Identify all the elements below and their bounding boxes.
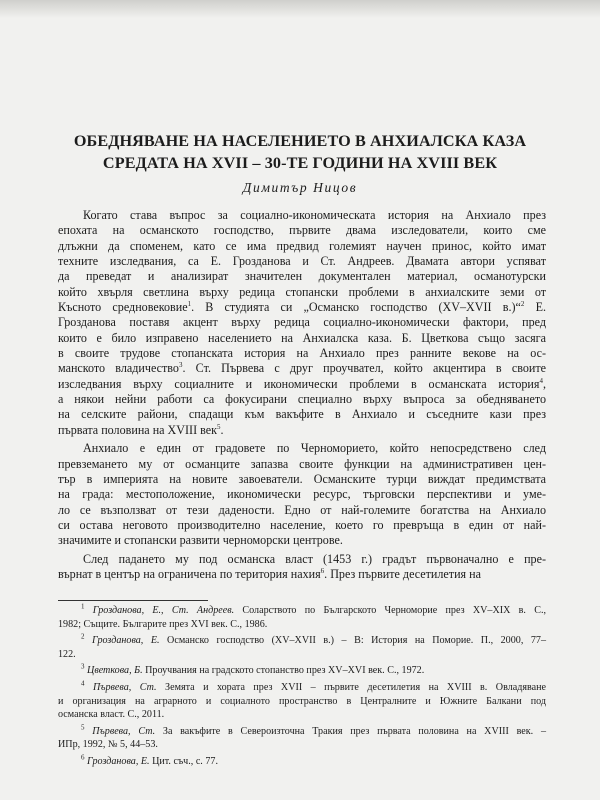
footnote-text: 122. — [58, 648, 76, 660]
footnote-ref: 1 — [81, 602, 85, 611]
footnote-text: Проучвания на градското стопанство през XV–XVI век. С., 1972. — [142, 665, 425, 677]
line-text: а някои нейни работи са фокусирани специално върху въпроса за обедняването — [58, 392, 546, 407]
text-line — [58, 407, 546, 422]
footnote-ref: 2 — [81, 632, 85, 641]
line-text: . Ст. Първева с друг проучвател, който акцентира в своите — [182, 361, 546, 376]
text-line — [58, 346, 546, 361]
text-line — [58, 239, 546, 254]
scan-shadow — [0, 0, 600, 18]
footnote-ref: 5 — [81, 723, 85, 732]
line-text: превземането му от османците запазва своите функции на административен цен- — [58, 456, 546, 471]
article-title-line-1: ОБЕДНЯВАНЕ НА НАСЕЛЕНИЕТО В АНХИАЛСКА КАЗА — [73, 132, 527, 150]
line-text: манското владичество — [58, 361, 179, 376]
footnote-text: и организация на аграрното и социалното пространство в Централните и Южните Балкани под — [58, 695, 546, 707]
line-text: първата половина на XVIII век — [58, 422, 218, 437]
text-line — [58, 392, 546, 407]
paragraph — [58, 441, 546, 548]
line-text: . — [220, 422, 224, 437]
line-text: на селските райони, спадащи към вакъфите в Анхиало и съседните кази през — [58, 407, 546, 422]
footnote-line — [58, 664, 546, 678]
line-text: в своите трудове стопанската история на Анхиало през ранните векове на ос- — [58, 346, 546, 361]
footnote-line — [58, 618, 546, 632]
text-line — [58, 315, 546, 330]
text-line — [58, 223, 546, 238]
line-text: значимите и стопански развити черноморски центрове. — [58, 533, 343, 548]
footnote-ref: 3 — [81, 663, 85, 672]
line-text: си остава неговото производително население, което го превръща в един от най- — [58, 517, 546, 532]
paragraph — [58, 552, 546, 583]
line-text: Късното средновековие — [58, 300, 188, 315]
footnote-text: Цит. съч., с. 77. — [149, 755, 218, 767]
footnote-line — [58, 755, 546, 769]
line-text: изследвания върху социалните и икономически проблеми в османската история — [58, 376, 540, 391]
text-line — [58, 331, 546, 346]
line-text: който хвърля светлина върху редица стопански проблеми в анхиалските земи от — [58, 284, 546, 299]
footnote — [58, 604, 546, 631]
footnote — [58, 725, 546, 752]
footnote-line — [58, 634, 546, 648]
footnote-author: Грозданова, Е. — [87, 755, 150, 767]
line-text: върнат в център на ограничена по територия нахия — [58, 566, 321, 581]
line-text: . През първите десетилетия на — [324, 566, 481, 581]
paragraph — [58, 208, 546, 438]
footnote-text: ИПр, 1992, № 5, 44–53. — [58, 739, 158, 751]
text-line — [58, 457, 546, 472]
footnote-line — [58, 708, 546, 722]
footnote-ref: 4 — [539, 376, 543, 385]
line-text: Е. — [524, 300, 547, 315]
text-line — [58, 441, 546, 456]
footnote-text: Соларството по Българското Черноморие през XV–XIX в. С., — [234, 605, 547, 616]
line-text: тър в империята на новите завоеватели. Османските турци виждат предимствата — [58, 471, 546, 486]
footnote-author: Цветкова, Б. — [87, 665, 143, 677]
footnote — [58, 681, 546, 722]
footnote-line — [58, 738, 546, 752]
article-title-line-2: СРЕДАТА НА XVII – 30-ТЕ ГОДИНИ НА XVIII ВЕК — [102, 154, 498, 172]
line-text: Анхиало е един от градовете по Черноморието, който непосредствено след — [83, 441, 546, 456]
text-line — [58, 567, 546, 582]
footnote — [58, 664, 546, 678]
footnote-ref: 2 — [520, 300, 525, 309]
footnote-separator — [58, 600, 208, 601]
line-text: Грозданова поставя акцент върху редица социално-икономически фактори, пред — [58, 315, 546, 330]
footnote-ref: 3 — [178, 361, 183, 370]
footnote-ref: 5 — [217, 422, 221, 431]
text-line — [58, 254, 546, 269]
footnotes — [58, 604, 546, 772]
text-line — [58, 552, 546, 567]
line-text: епохата на османското господство, първите двама изследователи, които сме — [58, 223, 546, 238]
footnote-author: Грозданова, Е. — [92, 635, 160, 647]
footnote-line — [58, 681, 546, 695]
footnote — [58, 755, 546, 769]
line-text: , — [542, 376, 546, 391]
footnote-ref: 6 — [320, 566, 325, 575]
text-line — [58, 472, 546, 487]
footnote-text: османска власт. С., 2011. — [58, 709, 165, 721]
footnote-line — [58, 648, 546, 662]
footnote-text: За вакъфите в Североизточна Тракия през първата половина на XVIII век. – — [155, 725, 546, 737]
footnote-ref: 6 — [81, 753, 85, 762]
article-body — [58, 208, 546, 585]
line-text: . В студията си „Османско господство (XV–XVII в.)“ — [191, 300, 521, 315]
footnote-text: 1982; Същите. Българите през XVI век. С., 1986. — [58, 618, 268, 630]
text-line — [58, 533, 546, 548]
text-line — [58, 487, 546, 502]
footnote — [58, 634, 546, 661]
line-text: да преведат и анализират значителен документален материал, османотурски — [58, 269, 546, 284]
footnote-text: Земята и хората през XVII – първите десетилетия на XVIII в. Овладяване — [156, 681, 547, 693]
article-title — [60, 130, 540, 174]
line-text: След падането му под османска власт (1453 г.) градът първоначално е пре- — [83, 551, 546, 566]
text-line — [58, 377, 546, 392]
footnote-ref: 4 — [81, 679, 85, 688]
line-text: на града: местоположение, икономически ресурс, търговски перспективи и уме- — [58, 487, 546, 502]
line-text: техните изследвания, са Е. Грозданова и Ст. Андреев. Двамата автори успяват — [58, 254, 546, 269]
text-line — [58, 285, 546, 300]
line-text: ло се възползват от тези дадености. Едно от най-големите богатства на Анхиало — [58, 502, 546, 517]
text-line — [58, 518, 546, 533]
text-line — [58, 361, 546, 376]
line-text: които е било изправено населението на Анхиалска каза. Б. Цветкова също засяга — [58, 330, 546, 345]
text-line — [58, 503, 546, 518]
footnote-ref: 1 — [187, 300, 192, 309]
footnote-line — [58, 725, 546, 739]
footnote-author: Първева, Ст. — [92, 681, 157, 693]
footnote-author: Първева, Ст. — [92, 725, 156, 737]
footnote-text: Османско господство (XV–XVII в.) – В: История на Поморие. П., 2000, 77– — [159, 635, 546, 647]
line-text: длъжни да споменем, като се има предвид големият научен принос, който имат — [58, 238, 546, 253]
text-line — [58, 423, 546, 438]
text-line — [58, 208, 546, 223]
text-line — [58, 300, 546, 315]
footnote-line — [58, 695, 546, 709]
footnote-author: Грозданова, Е., Ст. Андреев. — [92, 605, 235, 616]
line-text: Когато става въпрос за социално-икономическата история на Анхиало през — [83, 208, 546, 222]
text-line — [58, 269, 546, 284]
footnote-line — [58, 604, 546, 618]
author-name: Димитър Ницов — [242, 180, 358, 195]
